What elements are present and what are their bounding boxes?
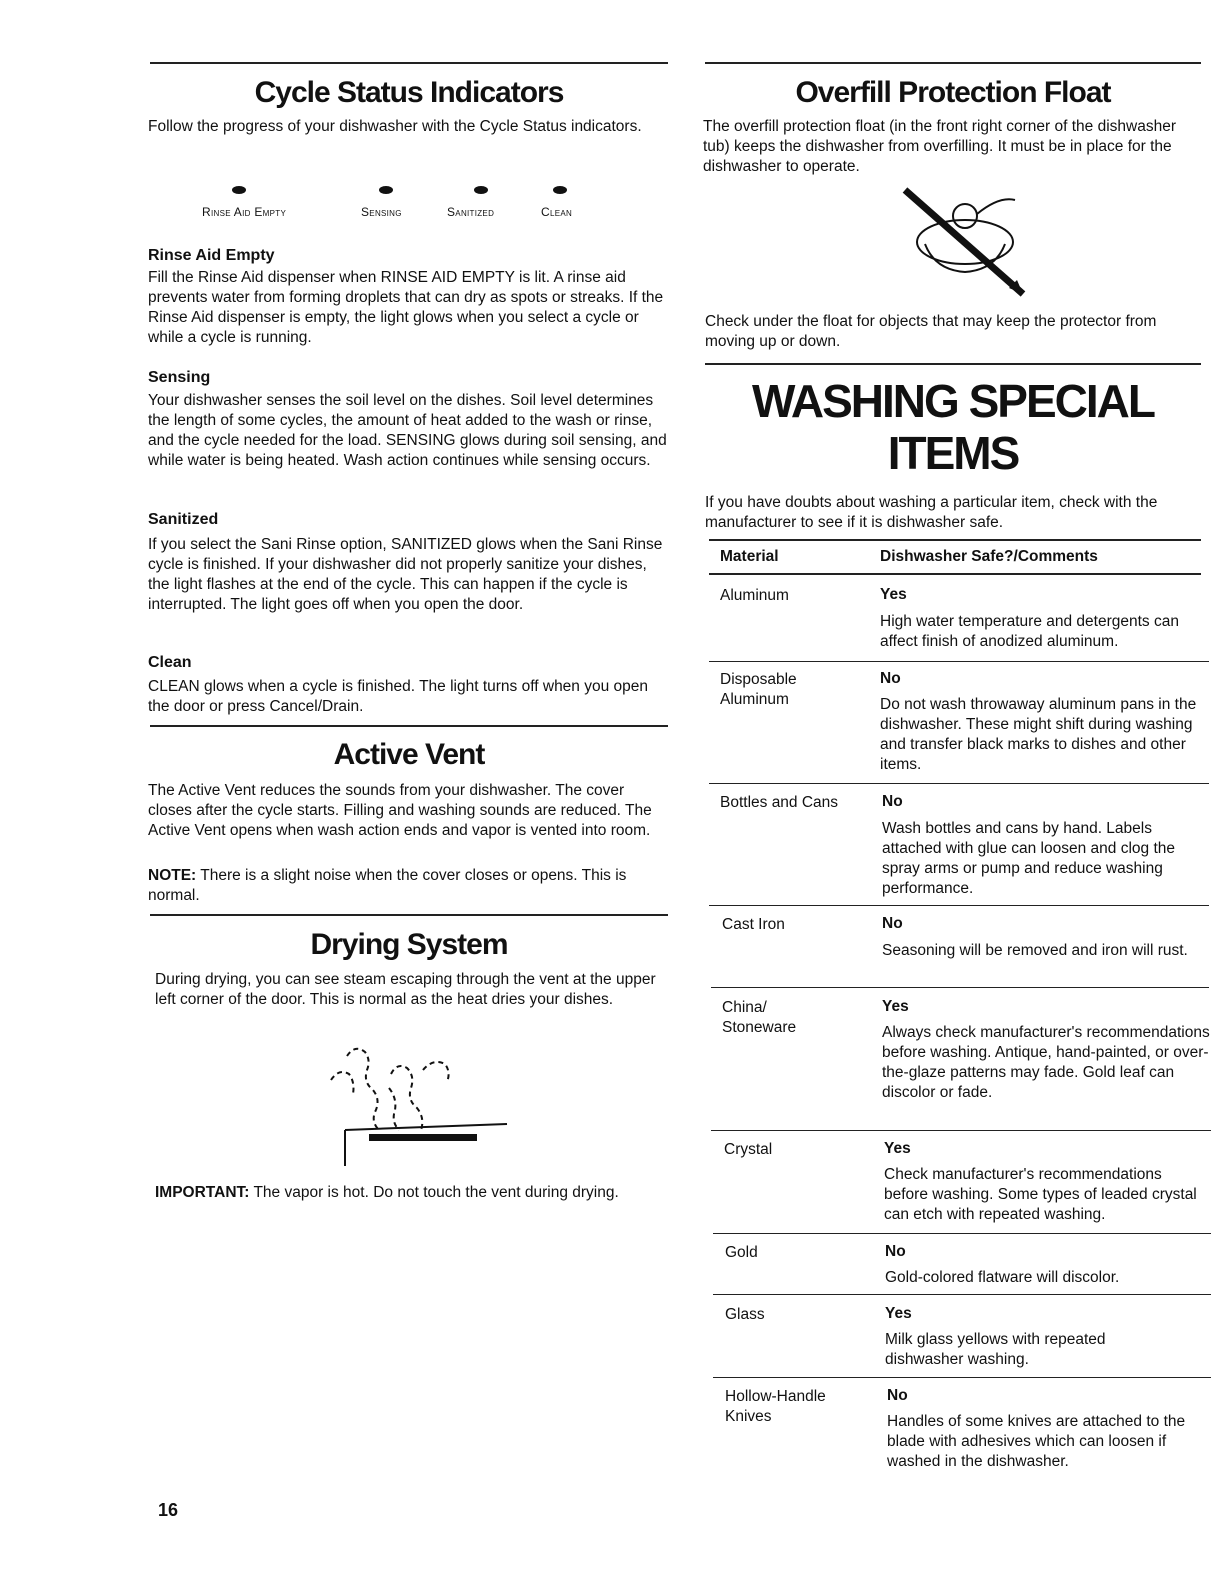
section-rule <box>150 725 668 727</box>
rinse-aid-body: Fill the Rinse Aid dispenser when RINSE AID EMPTY is lit. A rinse aid prevents water from forming droplets that can dry as spots or streaks. If the Rinse Aid dispenser is empty, the light glows when you select a cycle or while a cycle is running. <box>148 269 664 346</box>
indicator-label: Sensing <box>361 205 402 219</box>
sensing-body: Your dishwasher senses the soil level on the dishes. Soil level determines the length of some cycles, the amount of heat added to the wash or rinse, and the cycle needed for the load. SENSING glows during soil sensing, and while water is being heated. Wash action continues while sensing occurs. <box>148 392 667 469</box>
row-material: Gold <box>725 1244 758 1261</box>
drying-body: During drying, you can see steam escaping through the vent at the upper left corner of the door. This is normal as the heat dries your dishes. <box>155 971 656 1008</box>
cycle-status-intro: Follow the progress of your dishwasher with the Cycle Status indicators. <box>148 118 642 135</box>
rinse-aid-heading: Rinse Aid Empty <box>148 247 275 264</box>
row-material: Cast Iron <box>722 916 785 933</box>
page-number: 16 <box>158 1500 179 1520</box>
clean-heading: Clean <box>148 654 192 671</box>
row-rule <box>709 783 1209 784</box>
important-text: The vapor is hot. Do not touch the vent during drying. <box>249 1184 619 1201</box>
active-vent-note <box>148 866 668 906</box>
indicator-light-icon <box>379 186 393 194</box>
row-rule <box>711 987 1209 988</box>
row-rule <box>711 1130 1211 1131</box>
row-comment: Seasoning will be removed and iron will rust. <box>882 942 1188 959</box>
active-vent-title: Active Vent <box>333 738 485 771</box>
row-material: Glass <box>725 1306 765 1323</box>
section-rule <box>150 914 668 916</box>
row-safe: Yes <box>880 586 907 603</box>
col-header-safe: Dishwasher Safe?/Comments <box>880 548 1098 565</box>
row-comment: High water temperature and detergents can affect finish of anodized aluminum. <box>880 613 1179 650</box>
row-rule <box>713 1294 1211 1295</box>
row-material: Bottles and Cans <box>720 794 839 811</box>
sensing-heading: Sensing <box>148 369 211 386</box>
overfill-title: Overfill Protection Float <box>795 76 1111 109</box>
row-rule <box>713 1377 1211 1378</box>
cycle-status-title: Cycle Status Indicators <box>254 76 564 109</box>
row-material: Aluminum <box>720 587 789 604</box>
overfill-float-icon <box>895 186 1035 298</box>
top-rule-right <box>705 62 1201 64</box>
clean-body: CLEAN glows when a cycle is finished. The light turns off when you open the door or press Cancel/Drain. <box>148 678 649 715</box>
row-safe: Yes <box>884 1140 911 1157</box>
row-safe: Yes <box>882 998 909 1015</box>
row-comment: Handles of some knives are attached to the blade with adhesives which can loosen if washed in the dishwasher. <box>887 1413 1186 1470</box>
row-safe: No <box>882 915 903 932</box>
sanitized-body: If you select the Sani Rinse option, SANITIZED glows when the Sani Rinse cycle is finished. If your dishwasher did not properly sanitize your dishes, the light flashes at the end of the cycle. This can happen if the cycle is interrupted. The light goes off when you open the door. <box>148 536 663 613</box>
row-rule <box>709 905 1209 906</box>
indicator-light-icon <box>232 186 246 194</box>
important-label: IMPORTANT: <box>155 1184 250 1201</box>
row-material: Hollow-Handle Knives <box>725 1388 826 1425</box>
row-material: China/ Stoneware <box>722 999 797 1036</box>
col-header-material: Material <box>720 548 779 565</box>
row-safe: No <box>882 793 903 810</box>
row-safe: Yes <box>885 1305 912 1322</box>
row-material: Crystal <box>724 1141 773 1158</box>
indicator-light-icon <box>474 186 488 194</box>
row-rule <box>709 661 1209 662</box>
indicator-light-icon <box>553 186 567 194</box>
row-comment: Check manufacturer's recommendations before washing. Some types of leaded crystal can etch with repeated washing. <box>884 1166 1197 1223</box>
drying-system-title: Drying System <box>310 928 508 961</box>
row-comment: Do not wash throwaway aluminum pans in the dishwasher. These might shift during washing and transfer black marks to dishes and other items. <box>880 696 1197 773</box>
washing-title-line1: WASHING SPECIAL <box>752 375 1154 427</box>
indicator-label: Rinse Aid Empty <box>202 205 287 219</box>
washing-intro: If you have doubts about washing a particular item, check with the manufacturer to see if it is dishwasher safe. <box>705 494 1158 531</box>
top-rule-left <box>150 62 668 64</box>
row-comment: Wash bottles and cans by hand. Labels attached with glue can loosen and clog the spray arms or pump and reduce washing performance. <box>882 820 1175 897</box>
steam-vent-icon <box>325 1038 515 1166</box>
row-safe: No <box>887 1387 908 1404</box>
table-top-rule <box>709 539 1201 541</box>
washing-special-title <box>705 375 1201 479</box>
sanitized-heading: Sanitized <box>148 511 219 528</box>
washing-title-line2: ITEMS <box>887 427 1019 479</box>
drying-important <box>155 1183 625 1203</box>
note-label: NOTE: <box>148 867 197 884</box>
note-text: There is a slight noise when the cover closes or opens. This is normal. <box>148 867 627 904</box>
active-vent-body: The Active Vent reduces the sounds from your dishwasher. The cover closes after the cycle starts. Filling and washing sounds are reduced. The Active Vent opens when wash action ends and vapor is vented into room. <box>148 782 652 839</box>
overfill-check: Check under the float for objects that may keep the protector from moving up or down. <box>705 313 1157 350</box>
row-comment: Milk glass yellows with repeated dishwasher washing. <box>885 1331 1106 1368</box>
table-header-rule <box>709 573 1201 575</box>
row-comment: Always check manufacturer's recommendations before washing. Antique, hand-painted, or over-the-glaze patterns may fade. Gold leaf can discolor or fade. <box>882 1024 1210 1101</box>
row-safe: No <box>880 670 901 687</box>
row-material: Disposable Aluminum <box>720 671 797 708</box>
row-rule <box>713 1233 1211 1234</box>
row-comment: Gold-colored flatware will discolor. <box>885 1269 1120 1286</box>
row-safe: No <box>885 1243 906 1260</box>
overfill-body: The overfill protection float (in the front right corner of the dishwasher tub) keeps the dishwasher from overfilling. It must be in place for the dishwasher to operate. <box>703 118 1176 175</box>
indicator-label: Clean <box>541 205 573 219</box>
section-rule <box>705 363 1201 365</box>
indicator-label: Sanitized <box>447 205 495 219</box>
